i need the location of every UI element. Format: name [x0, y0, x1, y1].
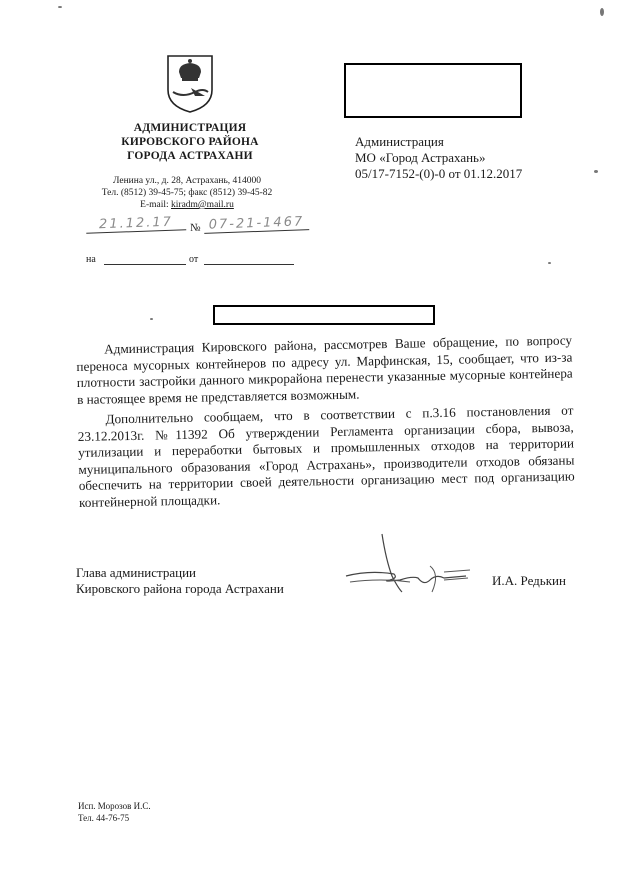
org-line: КИРОВСКОГО РАЙОНА — [121, 136, 259, 148]
email-link[interactable]: kiradm@mail.ru — [171, 200, 234, 210]
signer-name: И.А. Редькин — [492, 573, 566, 588]
number-sign: № — [190, 222, 201, 234]
scan-speck — [600, 8, 604, 16]
body-paragraph: Дополнительно сообщаем, что в соответствии с п.3.16 постановления от 23.12.2013г. №11392 Об утверждении Регламента организации сбора, вывоза, утилизации и переработки бытовых и промышленных отходов на территории муниципального образования «Город Астрахань», производители отходов обязаны обеспечить на территории своей деятельности организацию мест под организацию контейнерной площадки. — [77, 402, 575, 510]
na-label: на — [86, 254, 96, 265]
scan-speck — [594, 170, 598, 173]
signer-position-line: Кировского района города Астрахани — [76, 581, 284, 596]
organization-title — [100, 121, 280, 163]
executor-info — [78, 800, 238, 824]
addressee-line: 05/17-7152-(0)-0 от 01.12.2017 — [355, 166, 523, 181]
org-address: Ленина ул., д. 28, Астрахань, 414000 — [112, 176, 262, 186]
signer-position-line: Глава администрации — [76, 565, 197, 580]
outgoing-number: 07-21-1467 — [204, 214, 309, 234]
outgoing-registration — [86, 216, 316, 242]
org-phones: Тел. (8512) 39-45-75; факс (8512) 39-45-82 — [101, 188, 273, 198]
blank-line — [204, 264, 294, 265]
body-paragraph: Администрация Кировского района, рассмотрев Ваше обращение, по вопросу переноса мусорных контейнеров по адресу ул. Марфинская, 15, сообщает, что из-за плотности застройки данного микрорайона перенести указанные мусорные контейнера в настоящее время не представляется возможным. — [76, 332, 573, 407]
addressee-line: Администрация — [355, 134, 444, 149]
addressee-line: МО «Город Астрахань» — [355, 150, 486, 165]
scan-speck — [150, 318, 153, 320]
addressee-block — [355, 134, 575, 182]
incoming-reference — [86, 252, 316, 268]
executor-name: Исп. Морозов И.С. — [78, 801, 151, 811]
blank-line — [104, 264, 186, 265]
signer-position — [76, 565, 326, 597]
scan-speck — [58, 6, 62, 8]
letter-body — [76, 332, 575, 514]
redacted-recipient-box — [344, 63, 522, 118]
organization-contacts — [82, 175, 292, 211]
scan-speck — [548, 262, 551, 264]
org-line: ГОРОДА АСТРАХАНИ — [127, 150, 253, 162]
ot-label: от — [189, 254, 199, 265]
org-email-row — [82, 199, 292, 211]
redacted-greeting-box — [213, 305, 435, 325]
org-line: АДМИНИСТРАЦИЯ — [133, 122, 247, 134]
handwritten-signature-icon — [340, 530, 480, 600]
outgoing-date: 21.12.17 — [86, 214, 186, 233]
email-label: E-mail: — [140, 200, 172, 210]
coat-of-arms-icon — [165, 52, 215, 114]
executor-phone: Тел. 44-76-75 — [78, 813, 130, 823]
